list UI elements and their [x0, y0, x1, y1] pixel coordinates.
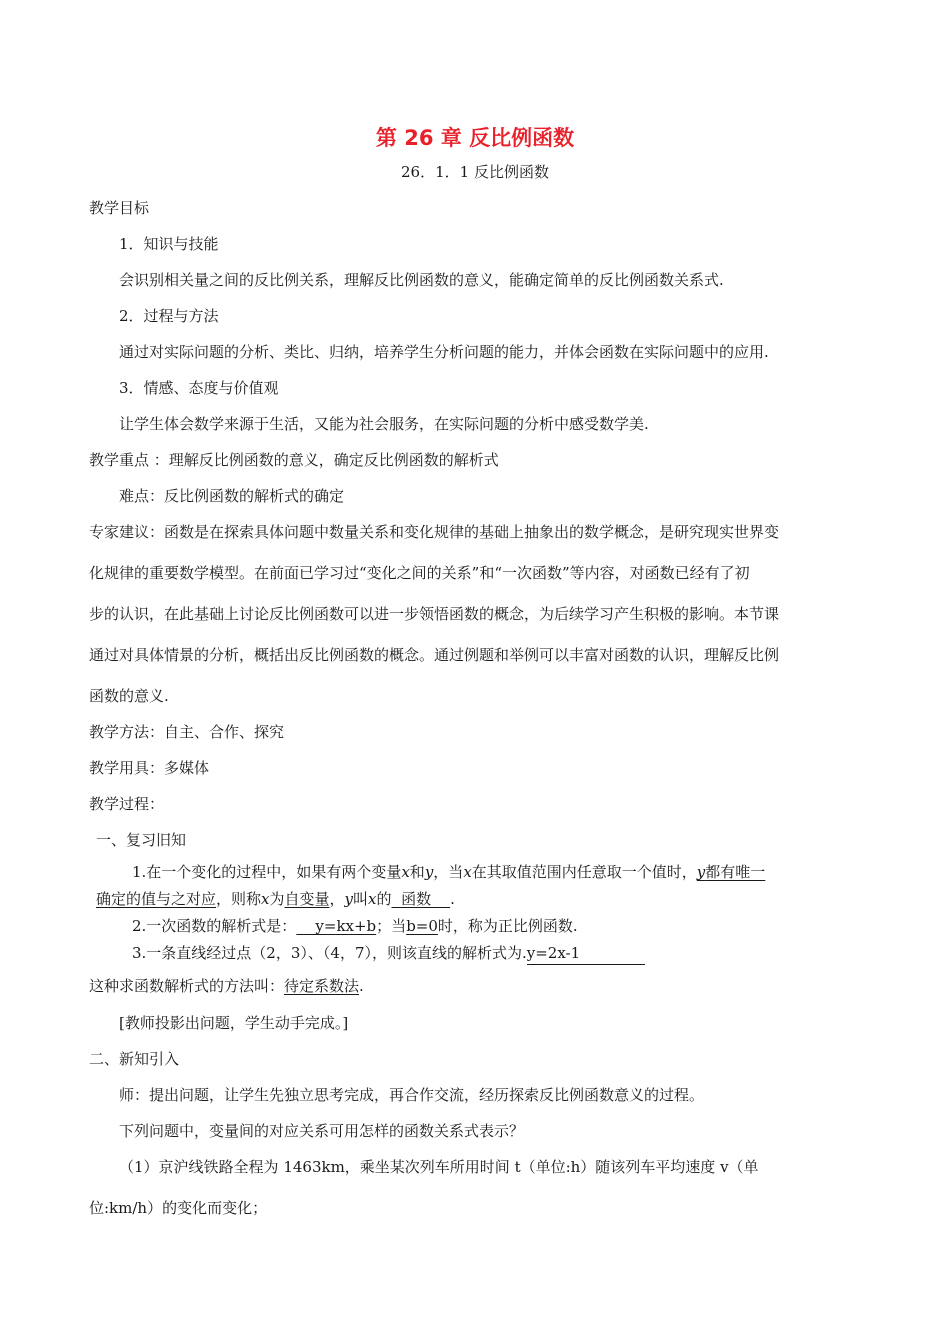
problem-1-line1: （1）京沪线铁路全程为 1463km，乘坐某次列车所用时间 t（单位:h）随该列车平均速度 v（单 [119, 1158, 759, 1176]
problem-1-line2: 位:km/h）的变化而变化； [89, 1199, 268, 1217]
intro-question: 下列问题中，变量间的对应关系可用怎样的函数关系式表示？ [119, 1122, 525, 1140]
goal-1-heading: 1．知识与技能 [119, 235, 219, 253]
review-q2: 2.一次函数的解析式是： y=kx+b；当b=0时，称为正比例函数. [132, 917, 578, 935]
difficulty: 难点：反比例函数的解析式的确定 [119, 487, 345, 505]
expert-line-3: 步的认识，在此基础上讨论反比例函数可以进一步领悟函数的概念，为后续学习产生积极的影响。本节课 [89, 605, 780, 623]
review-heading: 一、复习旧知 [96, 831, 187, 849]
expert-line-2: 化规律的重要数学模型。在前面已学习过“变化之间的关系”和“一次函数”等内容，对函数已经有了初 [89, 564, 750, 582]
goals-heading: 教学目标 [89, 199, 150, 217]
intro-teacher: 师：提出问题，让学生先独立思考完成，再合作交流，经历探索反比例函数意义的过程。 [119, 1086, 705, 1104]
teaching-process: 教学过程： [89, 795, 165, 813]
intro-heading: 二、新知引入 [89, 1050, 180, 1068]
section-subtitle: 26．1．1 反比例函数 [401, 163, 549, 181]
answer-blank: 自变量 [284, 890, 330, 908]
goal-3-text: 让学生体会数学来源于生活，又能为社会服务，在实际问题的分析中感受数学美. [119, 415, 649, 433]
goal-2-text: 通过对实际问题的分析、类比、归纳，培养学生分析问题的能力，并体会函数在实际问题中的应用. [119, 343, 769, 361]
goal-2-heading: 2．过程与方法 [119, 307, 219, 325]
answer-blank: y=kx+b [296, 917, 377, 935]
expert-line-5: 函数的意义. [89, 687, 169, 705]
answer-blank: 待定系数法 [284, 977, 360, 995]
review-q3: 3.一条直线经过点（2，3）、（4，7），则该直线的解析式为.y=2x-1 [132, 943, 645, 965]
answer-blank: y [696, 863, 706, 881]
answer-blank: 都有唯一 [705, 863, 766, 881]
method-sentence: 这种求函数解析式的方法叫：待定系数法. [89, 977, 364, 995]
review-q1-line1: 1.在一个变化的过程中，如果有两个变量x和y，当x在其取值范围内任意取一个值时，y都有唯一 [132, 863, 766, 881]
key-point: 教学重点 ：理解反比例函数的意义，确定反比例函数的解析式 [89, 451, 499, 469]
goal-3-heading: 3．情感、态度与价值观 [119, 379, 279, 397]
teaching-method: 教学方法：自主、合作、探究 [89, 723, 285, 741]
answer-blank: y=2x-1 [527, 943, 645, 965]
answer-blank: 函数 [391, 890, 451, 908]
chapter-title: 第 26 章 反比例函数 [375, 126, 575, 150]
answer-blank: b=0 [406, 917, 438, 935]
answer-blank: 确定的值与之对应 [96, 890, 217, 908]
teaching-tools: 教学用具：多媒体 [89, 759, 210, 777]
teacher-note: [教师投影出问题，学生动手完成。] [119, 1014, 349, 1032]
review-q1-line2: 确定的值与之对应，则称x为自变量，y叫x的 函数 . [96, 890, 455, 908]
goal-1-text: 会识别相关量之间的反比例关系，理解反比例函数的意义，能确定简单的反比例函数关系式. [119, 271, 724, 289]
expert-line-1: 专家建议：函数是在探索具体问题中数量关系和变化规律的基础上抽象出的数学概念，是研究现实世界变 [89, 523, 780, 541]
expert-line-4: 通过对具体情景的分析，概括出反比例函数的概念。通过例题和举例可以丰富对函数的认识，理解反比例 [89, 646, 780, 664]
